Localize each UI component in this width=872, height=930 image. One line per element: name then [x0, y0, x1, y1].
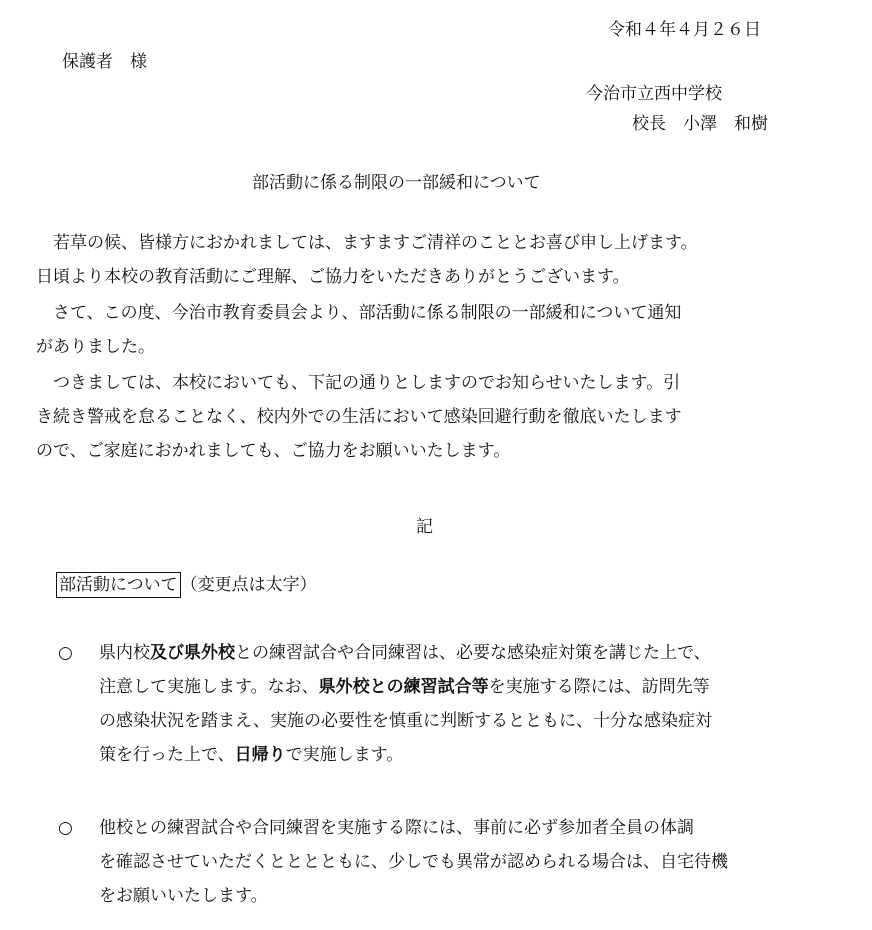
section-boxed-label: 部活動について: [56, 572, 181, 598]
principal-name: 校長 小澤 和樹: [632, 114, 768, 134]
section-note: （変更点は太字）: [180, 575, 317, 595]
school-name: 今治市立西中学校: [586, 84, 722, 104]
text-segment: を確認させていただくとととともに、少しでも異常が認められる場合は、自宅待機: [82, 852, 728, 872]
list-item-body: [82, 636, 848, 772]
recipient: 保護者 様: [62, 52, 147, 72]
paragraph-line: 若草の候、皆様方におかれましては、ますますご清祥のこととお喜び申し上げます。: [36, 233, 698, 253]
text-segment: 他校との練習試合や合同練習を実施する際には、事前に必ず参加者全員の体調: [82, 818, 694, 838]
text-segment: 策を行った上で、: [82, 745, 235, 765]
paragraph-line: がありました。: [36, 337, 155, 357]
text-segment: をお願いいたします。: [82, 886, 268, 906]
text-segment: の感染状況を踏まえ、実施の必要性を慎重に判断するとともに、十分な感染症対: [82, 711, 713, 731]
item-line: [82, 670, 848, 704]
document-title: 部活動に係る制限の一部緩和について: [252, 173, 541, 193]
paragraph-line: 日頃より本校の教育活動にご理解、ご協力をいただきありがとうございます。: [36, 267, 630, 287]
paragraph-greeting: [36, 226, 836, 294]
item-line: [82, 738, 848, 772]
list-item-body: [82, 811, 848, 913]
text-segment: との練習試合や合同練習は、必要な感染症対策を講じた上で、: [235, 643, 711, 663]
item-line: [82, 704, 848, 738]
item-line: [82, 879, 848, 913]
section-heading: [56, 577, 317, 594]
paragraph-line: さて、この度、今治市教育委員会より、部活動に係る制限の一部緩和について通知: [36, 303, 682, 323]
paragraph-line: き続き警戒を怠ることなく、校内外での生活において感染回避行動を徹底いたします: [36, 407, 682, 427]
text-segment: 注意して実施します。なお、: [82, 677, 319, 697]
text-segment: 県内校: [82, 643, 150, 663]
item-line: [82, 811, 848, 845]
paragraph-notice: [36, 296, 836, 364]
bold-text: 及び県外校: [150, 643, 235, 663]
bullet-circle-icon: ○: [58, 643, 73, 663]
text-segment: を実施する際には、訪問先等: [488, 677, 710, 697]
bold-text: 日帰り: [234, 745, 286, 765]
ki-heading: 記: [416, 517, 433, 537]
item-line: [82, 845, 848, 879]
paragraph-line: つきましては、本校においても、下記の通りとしますのでお知らせいたします。引: [36, 373, 681, 393]
paragraph-request: [36, 366, 836, 468]
document-date: 令和４年４月２６日: [608, 20, 761, 40]
text-segment: で実施します。: [285, 745, 404, 765]
bold-text: 県外校との練習試合等: [318, 677, 489, 697]
paragraph-line: ので、ご家庭におかれましても、ご協力をお願いいたします。: [36, 441, 511, 461]
bullet-circle-icon: ○: [58, 818, 73, 838]
item-line: [82, 636, 848, 670]
